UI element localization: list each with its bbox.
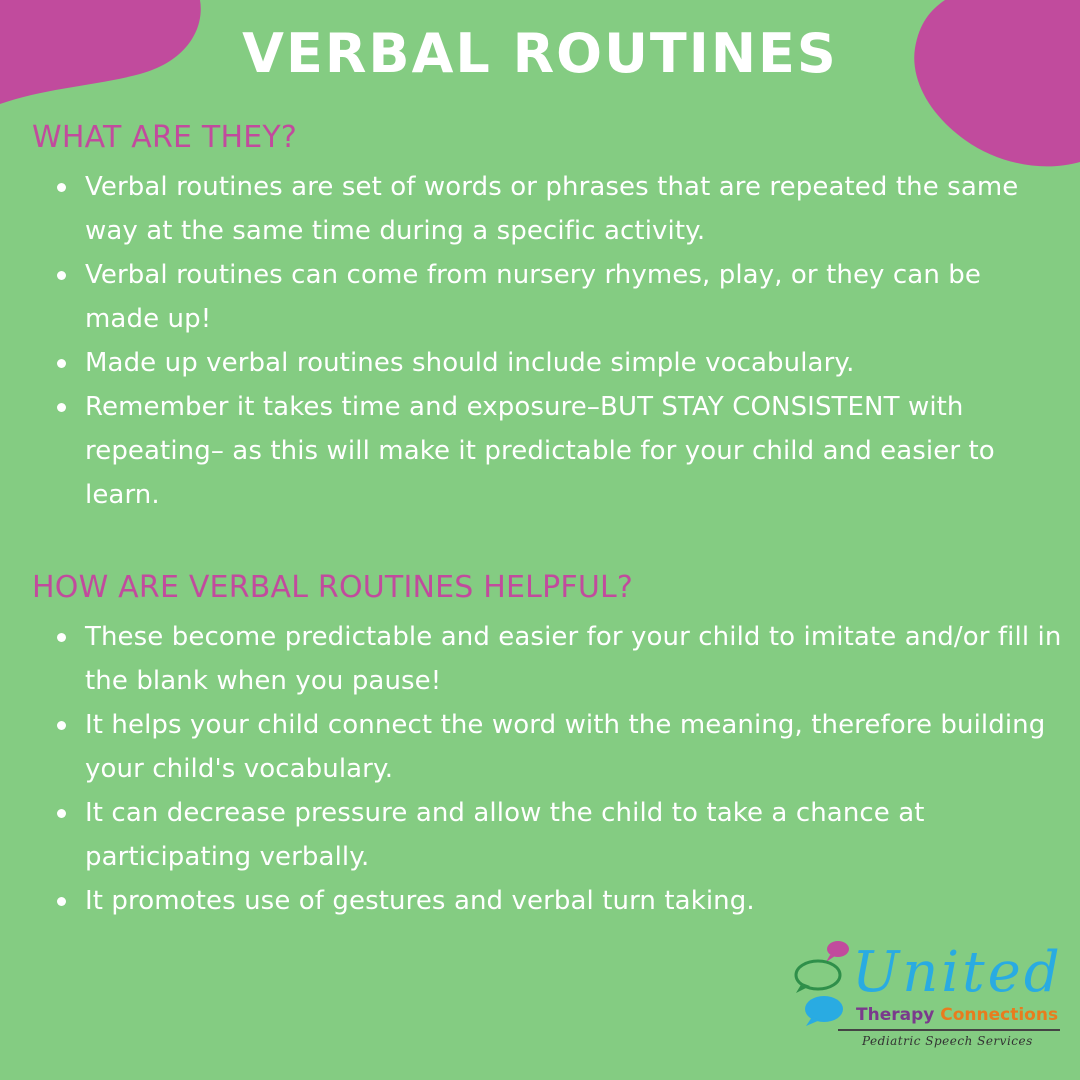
logo-underline <box>838 1029 1060 1031</box>
bullet-item: Remember it takes time and exposure–BUT STAY CONSISTENT with repeating– as this will make it predictable for your child and easier to learn. <box>52 385 1062 517</box>
section-what-are-they <box>32 120 1062 517</box>
bullet-item: These become predictable and easier for your child to imitate and/or fill in the blank when you pause! <box>52 615 1062 703</box>
page-title: VERBAL ROUTINES <box>242 22 838 85</box>
bullet-item: It helps your child connect the word with the meaning, therefore building your child's vocabulary. <box>52 703 1062 791</box>
bullet-list <box>32 615 1062 923</box>
bullet-item: It promotes use of gestures and verbal turn taking. <box>52 879 1062 923</box>
logo-brand-name: United <box>852 940 1063 1005</box>
bullet-list <box>32 165 1062 517</box>
united-therapy-logo <box>790 935 1070 1055</box>
logo-therapy-word: Therapy <box>856 1005 935 1025</box>
bullet-item: Verbal routines are set of words or phrases that are repeated the same way at the same time during a specific activity. <box>52 165 1062 253</box>
bullet-item: Verbal routines can come from nursery rhymes, play, or they can be made up! <box>52 253 1062 341</box>
logo-tagline: Pediatric Speech Services <box>862 1034 1033 1048</box>
section-heading: WHAT ARE THEY? <box>32 120 298 155</box>
section-how-helpful <box>32 570 1062 923</box>
logo-subtitle <box>856 1005 1058 1025</box>
bullet-item: Made up verbal routines should include simple vocabulary. <box>52 341 1062 385</box>
section-heading: HOW ARE VERBAL ROUTINES HELPFUL? <box>32 570 634 605</box>
logo-connections-word: Connections <box>940 1005 1059 1025</box>
bullet-item: It can decrease pressure and allow the child to take a chance at participating verbally. <box>52 791 1062 879</box>
